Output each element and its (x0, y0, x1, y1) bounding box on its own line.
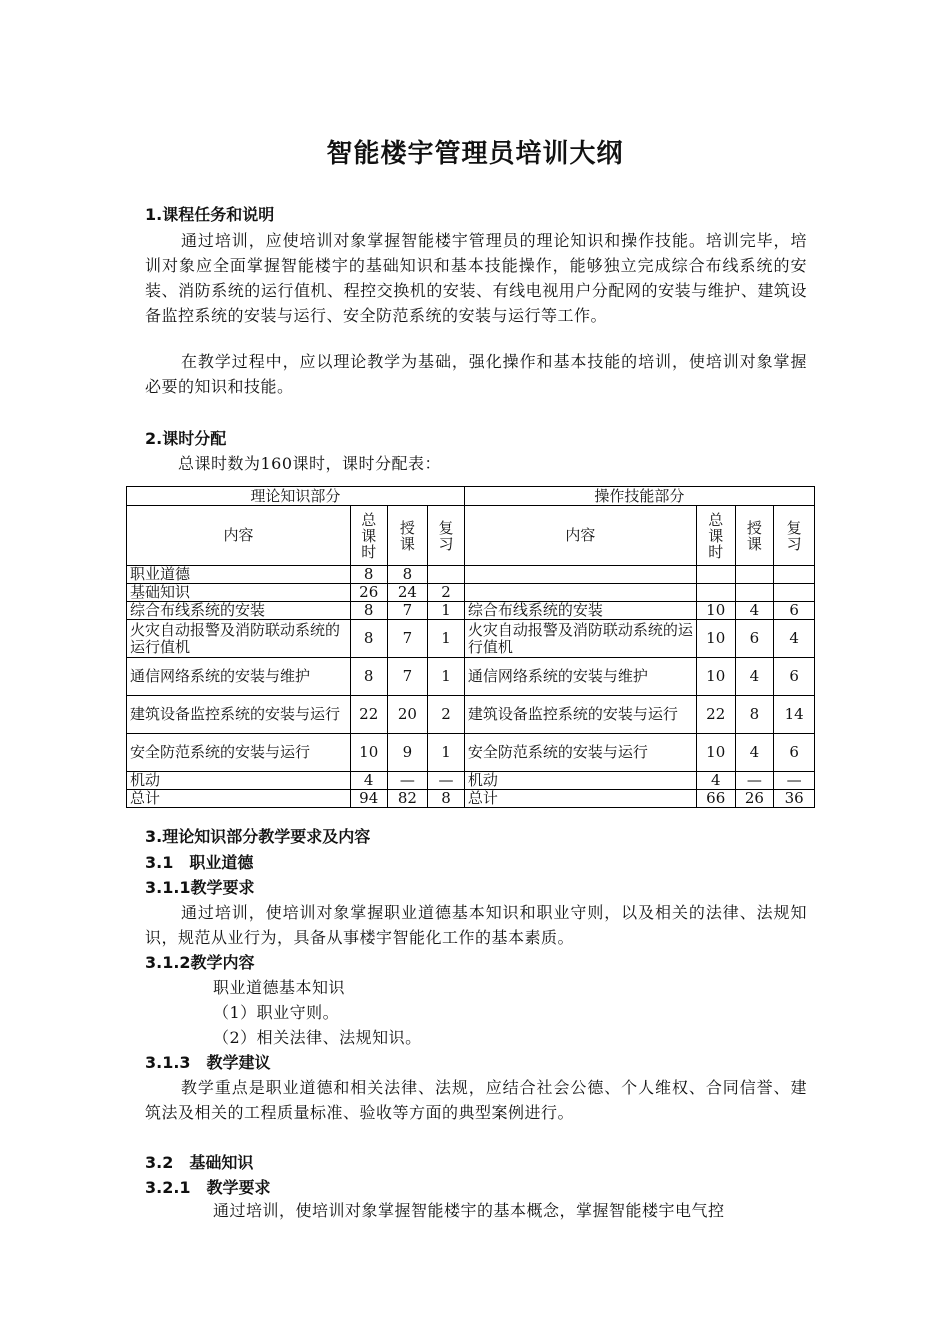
page-title: 智能楼宇管理员培训大纲 (326, 139, 624, 169)
content-item: （1）职业守则。 (213, 1003, 340, 1022)
practice-total-hours (696, 584, 735, 602)
section-3-1-1-text: 通过培训，使培训对象掌握职业道德基本知识和职业守则，以及相关的法律、法规知识，规范从业行为，具备从事楼宇智能化工作的基本素质。 (145, 903, 807, 947)
theory-item-name: 通信网络系统的安装与维护 (127, 658, 351, 696)
practice-review-hours: 6 (774, 658, 815, 696)
practice-item-name: 建筑设备监控系统的安装与运行 (464, 696, 696, 734)
section-3-2-1-heading: 3.2.1 教学要求 (145, 1178, 271, 1197)
practice-review-hours: 6 (774, 734, 815, 772)
theory-item-name: 机动 (127, 772, 351, 790)
theory-item-name: 总计 (127, 790, 351, 808)
theory-review-hours: — (428, 772, 465, 790)
theory-total-hours: 8 (350, 566, 387, 584)
practice-teach-hours: 26 (735, 790, 774, 808)
section-3-2-1-text: 通过培训，使培训对象掌握智能楼宇的基本概念，掌握智能楼宇电气控 (213, 1201, 725, 1220)
theory-teach-hours: 20 (387, 696, 428, 734)
table-row (127, 790, 815, 808)
practice-review-hours: 36 (774, 790, 815, 808)
section-1-paragraph-1: 通过培训，应使培训对象掌握智能楼宇管理员的理论知识和操作技能。培训完毕，培训对象应全面掌握智能楼宇的基础知识和基本技能操作，能够独立完成综合布线系统的安装、消防系统的运行值机、程控交换机的安装、有线电视用户分配网的安装与维护、建筑设备监控系统的安装与运行、安全防范系统的安装与运行等工作。 (145, 231, 807, 325)
theory-review-hours: 1 (428, 620, 465, 658)
col-header-content: 内容 (127, 506, 351, 566)
practice-review-hours: 14 (774, 696, 815, 734)
practice-total-hours: 4 (696, 772, 735, 790)
table-row (127, 696, 815, 734)
practice-header: 操作技能部分 (464, 487, 814, 506)
practice-teach-hours: 4 (735, 602, 774, 620)
theory-teach-hours: 7 (387, 602, 428, 620)
theory-item-name: 建筑设备监控系统的安装与运行 (127, 696, 351, 734)
practice-teach-hours: 6 (735, 620, 774, 658)
section-3-heading: 3.理论知识部分教学要求及内容 (145, 827, 371, 846)
theory-header: 理论知识部分 (127, 487, 465, 506)
practice-item-name: 火灾自动报警及消防联动系统的运行值机 (464, 620, 696, 658)
practice-item-name (464, 566, 696, 584)
practice-review-hours (774, 566, 815, 584)
practice-item-name: 通信网络系统的安装与维护 (464, 658, 696, 696)
theory-item-name: 综合布线系统的安装 (127, 602, 351, 620)
practice-teach-hours: — (735, 772, 774, 790)
col-header-review: 复习 (774, 506, 815, 566)
theory-total-hours: 94 (350, 790, 387, 808)
theory-teach-hours: 82 (387, 790, 428, 808)
table-row (127, 584, 815, 602)
practice-review-hours: 4 (774, 620, 815, 658)
theory-total-hours: 8 (350, 620, 387, 658)
section-3-1-3-text: 教学重点是职业道德和相关法律、法规，应结合社会公德、个人维权、合同信誉、建筑法及相关的工程质量标准、验收等方面的典型案例进行。 (145, 1078, 807, 1122)
table-row (127, 772, 815, 790)
practice-item-name (464, 584, 696, 602)
theory-teach-hours: 24 (387, 584, 428, 602)
practice-review-hours: — (774, 772, 815, 790)
col-header-teach: 授课 (387, 506, 428, 566)
table-section-header-row (127, 487, 815, 506)
theory-item-name: 职业道德 (127, 566, 351, 584)
practice-teach-hours: 8 (735, 696, 774, 734)
theory-review-hours: 1 (428, 658, 465, 696)
practice-total-hours: 10 (696, 602, 735, 620)
table-row (127, 658, 815, 696)
table-row (127, 620, 815, 658)
content-item: （2）相关法律、法规知识。 (213, 1028, 422, 1047)
theory-review-hours (428, 566, 465, 584)
section-2-heading: 2.课时分配 (145, 429, 227, 448)
practice-item-name: 机动 (464, 772, 696, 790)
practice-teach-hours (735, 584, 774, 602)
table-row (127, 734, 815, 772)
theory-total-hours: 8 (350, 658, 387, 696)
col-header-total: 总课时 (350, 506, 387, 566)
theory-teach-hours: 7 (387, 658, 428, 696)
theory-total-hours: 10 (350, 734, 387, 772)
theory-teach-hours: 9 (387, 734, 428, 772)
practice-teach-hours (735, 566, 774, 584)
section-3-1-1-heading: 3.1.1教学要求 (145, 878, 255, 897)
theory-review-hours: 1 (428, 602, 465, 620)
theory-teach-hours: 8 (387, 566, 428, 584)
practice-item-name: 综合布线系统的安装 (464, 602, 696, 620)
section-3-1-heading: 3.1 职业道德 (145, 853, 254, 872)
theory-teach-hours: 7 (387, 620, 428, 658)
theory-review-hours: 2 (428, 584, 465, 602)
theory-review-hours: 1 (428, 734, 465, 772)
section-1-heading: 1.课程任务和说明 (145, 205, 275, 224)
practice-total-hours: 66 (696, 790, 735, 808)
practice-review-hours: 6 (774, 602, 815, 620)
section-2-intro: 总课时数为160课时，课时分配表： (178, 454, 442, 473)
theory-item-name: 基础知识 (127, 584, 351, 602)
practice-teach-hours: 4 (735, 658, 774, 696)
theory-review-hours: 8 (428, 790, 465, 808)
practice-item-name: 安全防范系统的安装与运行 (464, 734, 696, 772)
content-item: 职业道德基本知识 (213, 978, 346, 997)
section-3-2-heading: 3.2 基础知识 (145, 1153, 254, 1172)
table-column-header-row (127, 506, 815, 566)
table-row (127, 566, 815, 584)
theory-item-name: 火灾自动报警及消防联动系统的运行值机 (127, 620, 351, 658)
practice-total-hours (696, 566, 735, 584)
practice-total-hours: 10 (696, 620, 735, 658)
theory-total-hours: 22 (350, 696, 387, 734)
theory-teach-hours: — (387, 772, 428, 790)
theory-review-hours: 2 (428, 696, 465, 734)
section-3-1-3-heading: 3.1.3 教学建议 (145, 1053, 271, 1072)
practice-item-name: 总计 (464, 790, 696, 808)
hours-allocation-table (126, 486, 815, 808)
theory-total-hours: 4 (350, 772, 387, 790)
section-3-1-2-heading: 3.1.2教学内容 (145, 953, 255, 972)
practice-review-hours (774, 584, 815, 602)
practice-total-hours: 10 (696, 734, 735, 772)
practice-total-hours: 22 (696, 696, 735, 734)
col-header-teach: 授课 (735, 506, 774, 566)
table-row (127, 602, 815, 620)
theory-total-hours: 26 (350, 584, 387, 602)
col-header-review: 复习 (428, 506, 465, 566)
practice-teach-hours: 4 (735, 734, 774, 772)
theory-total-hours: 8 (350, 602, 387, 620)
col-header-total: 总课时 (696, 506, 735, 566)
theory-item-name: 安全防范系统的安装与运行 (127, 734, 351, 772)
col-header-content: 内容 (464, 506, 696, 566)
practice-total-hours: 10 (696, 658, 735, 696)
section-1-paragraph-2: 在教学过程中，应以理论教学为基础，强化操作和基本技能的培训，使培训对象掌握必要的知识和技能。 (145, 352, 807, 396)
